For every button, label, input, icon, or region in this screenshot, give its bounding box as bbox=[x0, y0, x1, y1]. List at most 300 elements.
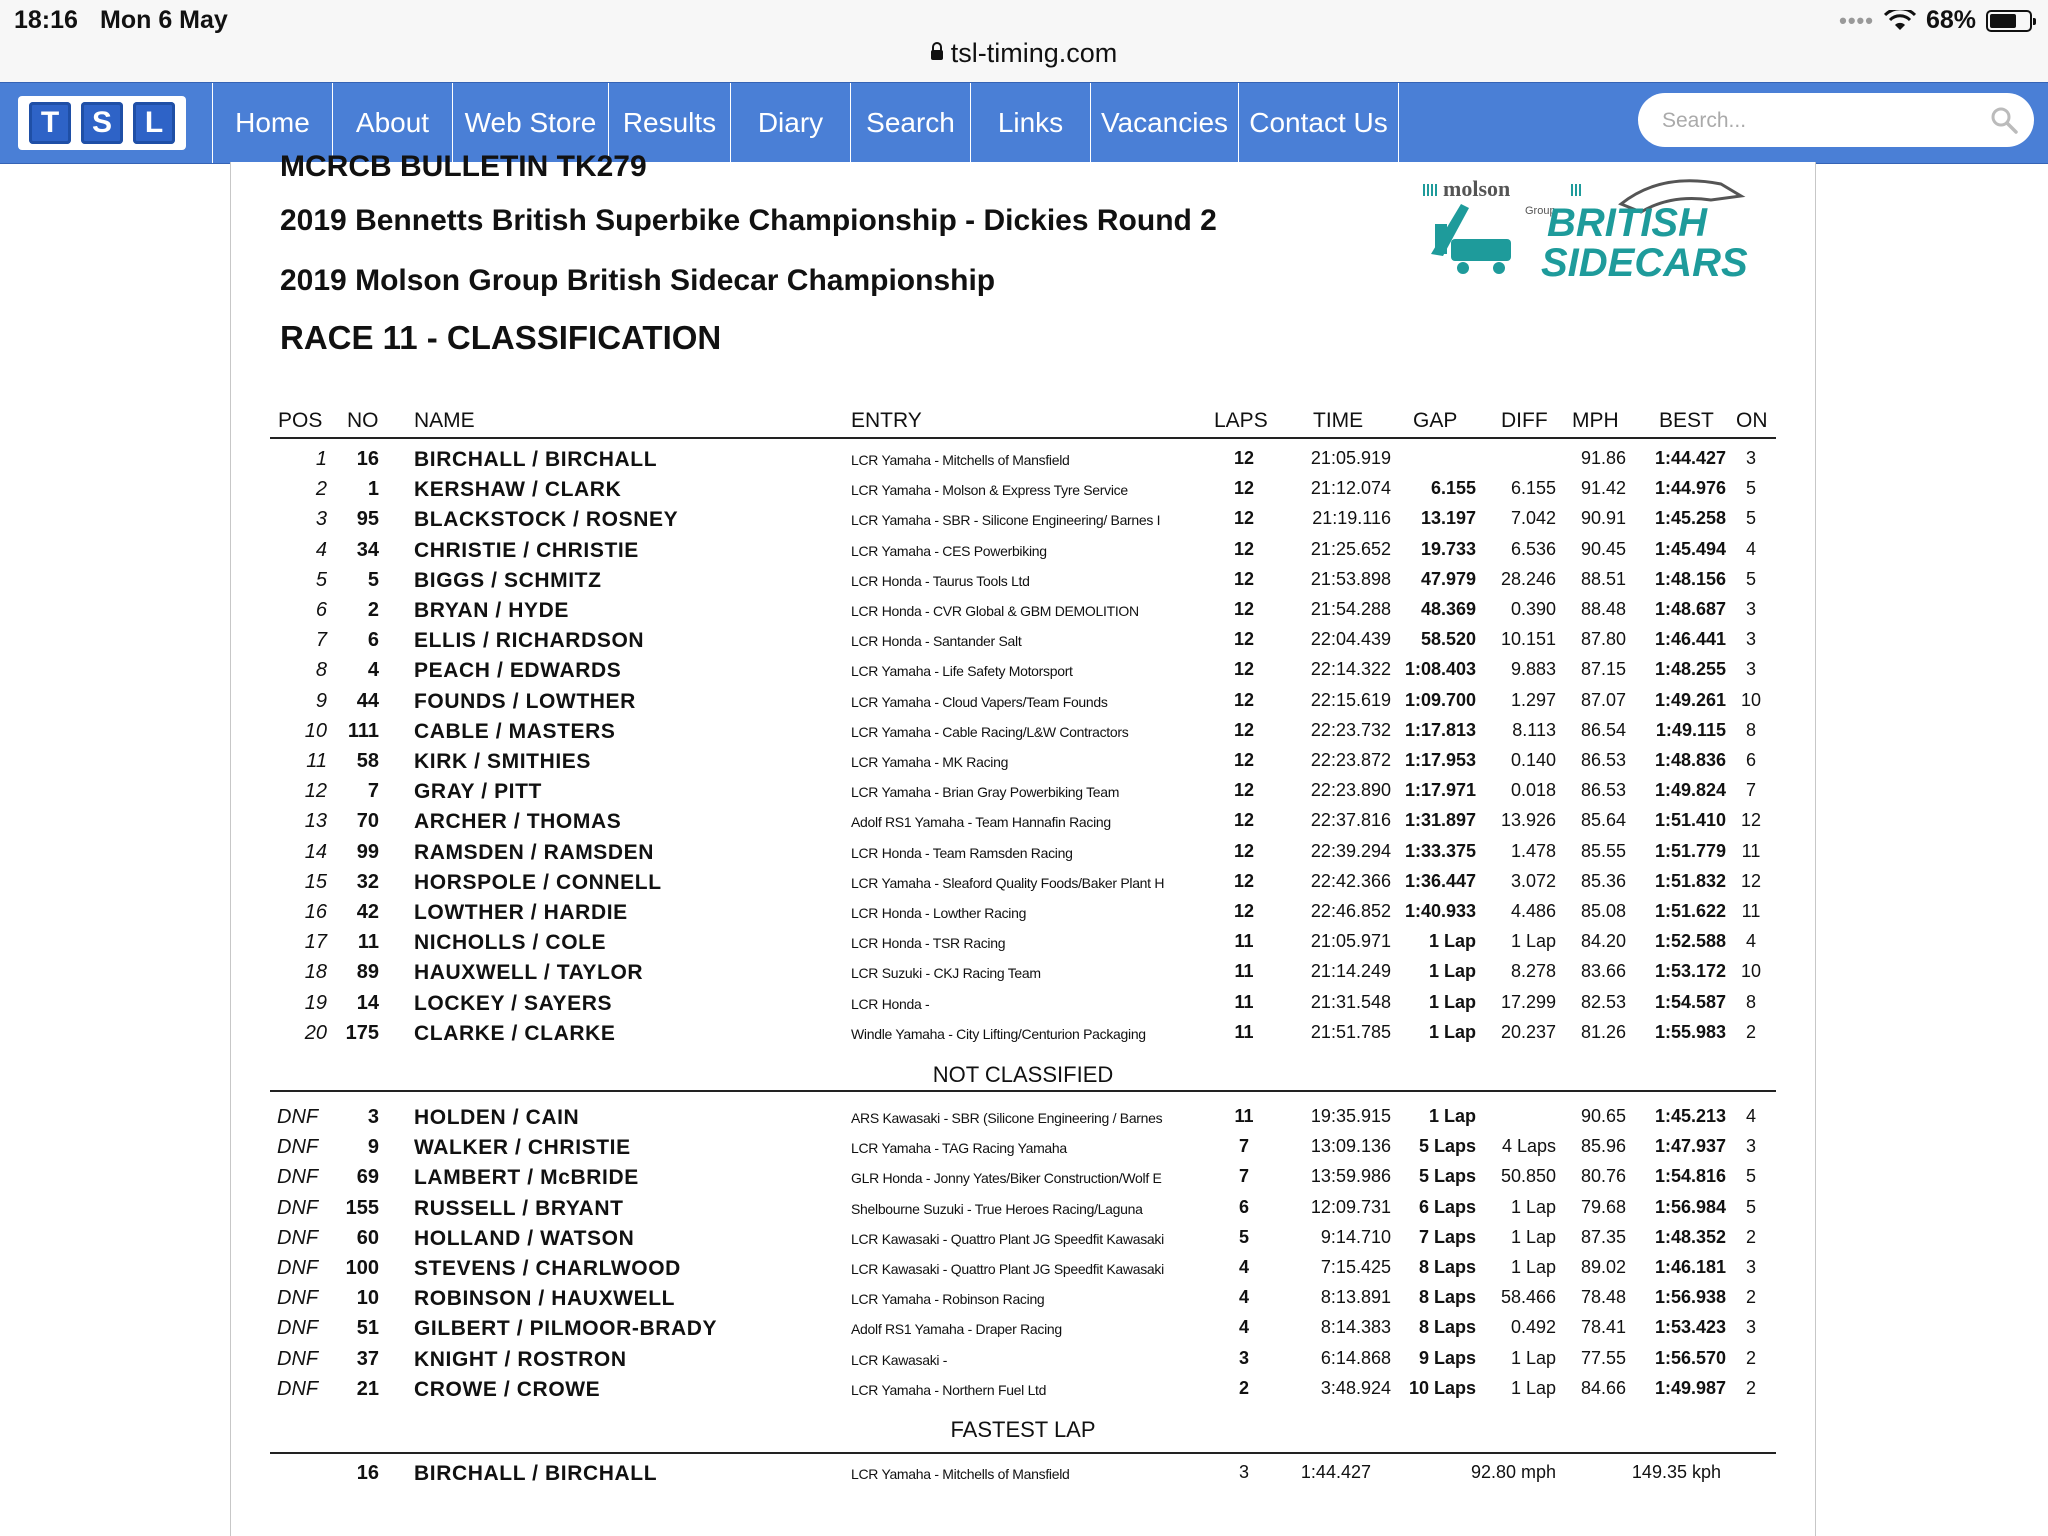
row-on: 4 bbox=[1745, 538, 1756, 559]
battery-icon bbox=[1986, 10, 2032, 32]
row-no: 100 bbox=[345, 1257, 379, 1279]
row-pos: DNF bbox=[277, 1106, 319, 1128]
table-row bbox=[231, 539, 1815, 569]
row-best: 1:51.779 bbox=[1654, 840, 1726, 861]
row-laps: 12 bbox=[1233, 901, 1255, 921]
row-mph: 87.15 bbox=[1580, 659, 1626, 680]
row-time: 22:46.852 bbox=[1310, 901, 1391, 921]
row-entry: LCR Yamaha - Brian Gray Powerbiking Team bbox=[851, 784, 1120, 801]
row-laps: 12 bbox=[1233, 780, 1255, 801]
row-on: 10 bbox=[1740, 961, 1762, 982]
row-laps: 12 bbox=[1233, 659, 1255, 680]
row-gap: 5 Laps bbox=[1418, 1166, 1476, 1187]
row-name: HOLLAND / WATSON bbox=[414, 1226, 635, 1250]
logo-molson-text: molson bbox=[1443, 176, 1511, 201]
logo-letter-l: L bbox=[133, 102, 175, 144]
col-header-time: TIME bbox=[1313, 409, 1364, 432]
row-best: 1:46.441 bbox=[1654, 629, 1726, 650]
row-laps: 3 bbox=[1238, 1347, 1249, 1368]
row-on: 3 bbox=[1745, 448, 1756, 468]
nav-contact-us[interactable]: Contact Us bbox=[1239, 83, 1399, 163]
row-on: 5 bbox=[1745, 568, 1756, 589]
row-laps: 12 bbox=[1233, 810, 1255, 831]
table-row bbox=[231, 871, 1815, 901]
header-rule bbox=[270, 437, 1776, 439]
nav-vacancies[interactable]: Vacancies bbox=[1091, 83, 1239, 163]
col-header-diff: DIFF bbox=[1501, 409, 1548, 432]
row-gap: 1 Lap bbox=[1428, 1021, 1476, 1042]
row-mph: 90.91 bbox=[1580, 508, 1626, 529]
row-laps: 12 bbox=[1233, 508, 1255, 529]
battery-percent: 68% bbox=[1925, 6, 1976, 34]
row-pos: 16 bbox=[304, 901, 327, 923]
table-row bbox=[231, 1378, 1815, 1408]
row-best: 1:53.423 bbox=[1654, 1317, 1726, 1338]
row-mph: 90.65 bbox=[1580, 1106, 1626, 1126]
row-pos: 17 bbox=[304, 931, 327, 954]
row-name: LOCKEY / SAYERS bbox=[414, 991, 613, 1015]
row-name: GRAY / PITT bbox=[414, 780, 542, 804]
col-header-best: BEST bbox=[1659, 409, 1714, 432]
table-row bbox=[231, 1317, 1815, 1347]
status-time: 18:16 bbox=[14, 6, 78, 34]
row-no: 58 bbox=[356, 750, 379, 772]
british-sidecars-logo bbox=[1421, 164, 1771, 289]
row-name: KIRK / SMITHIES bbox=[414, 750, 592, 773]
row-time: 22:23.890 bbox=[1310, 780, 1391, 801]
row-no: 3 bbox=[367, 1106, 379, 1128]
row-on: 3 bbox=[1745, 659, 1756, 680]
row-mph: 85.64 bbox=[1580, 810, 1626, 831]
row-gap: 1:33.375 bbox=[1404, 840, 1476, 861]
row-mph: 87.35 bbox=[1580, 1226, 1626, 1247]
row-time: 9:14.710 bbox=[1320, 1226, 1391, 1247]
col-header-name: NAME bbox=[414, 409, 475, 432]
row-no: 5 bbox=[367, 568, 379, 591]
row-time: 21:14.249 bbox=[1310, 961, 1391, 982]
row-pos: 4 bbox=[315, 538, 327, 561]
search-input[interactable] bbox=[1660, 93, 1974, 149]
row-entry: LCR Kawasaki - Quattro Plant JG Speedfit Kawasaki bbox=[851, 1230, 1164, 1247]
row-time: 21:12.074 bbox=[1310, 478, 1391, 499]
row-diff: 28.246 bbox=[1500, 568, 1556, 589]
row-pos: 11 bbox=[306, 750, 327, 772]
fastest-lap-time: 1:44.427 bbox=[1300, 1462, 1371, 1482]
row-mph: 91.42 bbox=[1580, 478, 1626, 499]
row-entry: LCR Yamaha - TAG Racing Yamaha bbox=[851, 1140, 1067, 1157]
row-name: ARCHER / THOMAS bbox=[414, 810, 622, 834]
row-time: 21:53.898 bbox=[1310, 568, 1391, 589]
row-entry: Adolf RS1 Yamaha - Team Hannafin Racing bbox=[851, 814, 1111, 831]
row-on: 12 bbox=[1740, 810, 1762, 831]
table-row bbox=[231, 629, 1815, 659]
col-header-pos: POS bbox=[278, 409, 323, 432]
row-name: CHRISTIE / CHRISTIE bbox=[414, 538, 639, 562]
row-entry: LCR Honda - CVR Global & GBM DEMOLITION bbox=[851, 603, 1139, 619]
row-pos: 3 bbox=[315, 508, 327, 531]
row-best: 1:54.587 bbox=[1654, 991, 1726, 1012]
table-row bbox=[231, 569, 1815, 599]
row-gap: 8 Laps bbox=[1418, 1317, 1476, 1338]
row-gap: 8 Laps bbox=[1418, 1257, 1476, 1277]
logo-sidecars-text: SIDECARS bbox=[1541, 241, 1748, 285]
row-diff: 8.113 bbox=[1512, 719, 1556, 740]
nav-links[interactable]: Links bbox=[971, 83, 1091, 163]
row-no: 10 bbox=[356, 1287, 379, 1310]
row-name: BRYAN / HYDE bbox=[414, 599, 570, 622]
row-name: CLARKE / CLARKE bbox=[414, 1021, 616, 1045]
row-pos: 14 bbox=[304, 840, 327, 863]
row-mph: 87.07 bbox=[1580, 689, 1626, 710]
row-pos: DNF bbox=[277, 1136, 319, 1159]
table-row bbox=[231, 841, 1815, 871]
row-diff: 1 Lap bbox=[1510, 1196, 1556, 1217]
row-laps: 12 bbox=[1233, 448, 1255, 468]
status-bar bbox=[0, 0, 2048, 82]
row-best: 1:51.410 bbox=[1654, 810, 1726, 831]
row-diff: 1.478 bbox=[1510, 840, 1556, 861]
row-time: 22:37.816 bbox=[1310, 810, 1391, 831]
row-entry: Shelbourne Suzuki - True Heroes Racing/Laguna bbox=[851, 1200, 1143, 1217]
row-mph: 78.41 bbox=[1580, 1317, 1626, 1338]
row-no: 44 bbox=[356, 689, 379, 712]
row-diff: 1.297 bbox=[1510, 689, 1556, 710]
row-diff: 7.042 bbox=[1510, 508, 1556, 529]
row-entry: LCR Honda - bbox=[851, 995, 930, 1012]
row-no: 111 bbox=[347, 719, 379, 742]
row-entry: ARS Kawasaki - SBR (Silicone Engineering / Barnes bbox=[851, 1110, 1163, 1126]
row-pos: 9 bbox=[315, 689, 327, 712]
row-best: 1:54.816 bbox=[1654, 1166, 1726, 1187]
row-entry: LCR Kawasaki - bbox=[851, 1351, 948, 1368]
row-name: HOLDEN / CAIN bbox=[414, 1106, 580, 1129]
search-box bbox=[1638, 93, 2034, 147]
row-no: 69 bbox=[356, 1166, 379, 1189]
row-mph: 89.02 bbox=[1580, 1257, 1626, 1277]
row-gap: 1:40.933 bbox=[1404, 901, 1476, 921]
row-name: BIGGS / SCHMITZ bbox=[414, 568, 602, 592]
row-best: 1:49.824 bbox=[1654, 780, 1726, 801]
row-name: RAMSDEN / RAMSDEN bbox=[414, 840, 655, 864]
row-name: CABLE / MASTERS bbox=[414, 719, 616, 743]
table-row bbox=[231, 1106, 1815, 1136]
row-name: RUSSELL / BRYANT bbox=[414, 1196, 624, 1220]
row-laps: 12 bbox=[1233, 478, 1255, 499]
row-name: KERSHAW / CLARK bbox=[414, 478, 622, 502]
row-gap: 1:36.447 bbox=[1404, 870, 1476, 891]
row-mph: 77.55 bbox=[1580, 1347, 1626, 1368]
row-no: 155 bbox=[345, 1196, 379, 1219]
row-pos: 7 bbox=[315, 629, 327, 652]
row-no: 34 bbox=[356, 538, 379, 561]
row-no: 9 bbox=[367, 1136, 379, 1159]
row-gap: 1:31.897 bbox=[1404, 810, 1476, 831]
row-diff: 1 Lap bbox=[1510, 1347, 1556, 1368]
table-row bbox=[231, 478, 1815, 508]
results-document bbox=[230, 150, 1816, 1536]
fastest-lap-entry: LCR Yamaha - Mitchells of Mansfield bbox=[851, 1466, 1070, 1482]
row-on: 11 bbox=[1741, 840, 1761, 861]
row-no: 60 bbox=[356, 1226, 379, 1249]
row-laps: 7 bbox=[1238, 1136, 1249, 1157]
row-gap: 1 Lap bbox=[1428, 961, 1476, 982]
row-best: 1:48.156 bbox=[1654, 568, 1726, 589]
nav-diary[interactable]: Diary bbox=[731, 83, 851, 163]
row-name: HAUXWELL / TAYLOR bbox=[414, 961, 644, 985]
row-laps: 12 bbox=[1233, 538, 1255, 559]
row-gap: 47.979 bbox=[1420, 568, 1476, 589]
row-best: 1:55.983 bbox=[1654, 1021, 1726, 1042]
row-mph: 87.80 bbox=[1580, 629, 1626, 650]
row-laps: 11 bbox=[1234, 931, 1254, 952]
search-icon[interactable] bbox=[1990, 106, 2018, 134]
table-row bbox=[231, 690, 1815, 720]
row-name: NICHOLLS / COLE bbox=[414, 931, 607, 955]
fastest-lap-lap: 3 bbox=[1238, 1462, 1249, 1482]
row-no: 89 bbox=[356, 961, 379, 984]
row-name: ELLIS / RICHARDSON bbox=[414, 629, 645, 653]
row-time: 22:14.322 bbox=[1310, 659, 1391, 680]
table-row bbox=[231, 599, 1815, 629]
fastest-lap-kph: 149.35 kph bbox=[1631, 1462, 1721, 1482]
row-gap: 58.520 bbox=[1420, 629, 1476, 650]
row-time: 13:09.136 bbox=[1310, 1136, 1391, 1157]
row-name: BIRCHALL / BIRCHALL bbox=[414, 448, 658, 471]
sidecar-championship-title: 2019 Molson Group British Sidecar Championship bbox=[280, 264, 996, 297]
table-row bbox=[231, 1197, 1815, 1227]
row-time: 19:35.915 bbox=[1310, 1106, 1391, 1126]
row-time: 22:39.294 bbox=[1310, 840, 1391, 861]
row-best: 1:56.570 bbox=[1654, 1347, 1726, 1368]
not-classified-rule bbox=[270, 1090, 1776, 1092]
row-laps: 12 bbox=[1233, 689, 1255, 710]
row-entry: LCR Yamaha - Northern Fuel Ltd bbox=[851, 1381, 1047, 1398]
row-entry: LCR Honda - Taurus Tools Ltd bbox=[851, 572, 1030, 589]
row-no: 70 bbox=[356, 810, 379, 833]
row-best: 1:51.622 bbox=[1654, 901, 1726, 921]
row-best: 1:45.213 bbox=[1654, 1106, 1726, 1126]
nav-search[interactable]: Search bbox=[851, 83, 971, 163]
row-diff: 0.140 bbox=[1510, 750, 1556, 770]
row-on: 8 bbox=[1745, 719, 1756, 740]
row-pos: 6 bbox=[315, 599, 327, 621]
table-row bbox=[231, 720, 1815, 750]
url-text: tsl-timing.com bbox=[950, 38, 1118, 68]
row-time: 22:23.732 bbox=[1310, 719, 1391, 740]
col-header-on: ON bbox=[1736, 409, 1768, 432]
row-time: 22:23.872 bbox=[1310, 750, 1391, 770]
table-row bbox=[231, 1022, 1815, 1052]
row-mph: 86.54 bbox=[1580, 719, 1626, 740]
row-on: 12 bbox=[1740, 870, 1762, 891]
row-gap: 1 Lap bbox=[1428, 1106, 1476, 1126]
row-entry: LCR Honda - Santander Salt bbox=[851, 633, 1022, 650]
row-time: 21:31.548 bbox=[1310, 991, 1391, 1012]
row-diff: 0.492 bbox=[1510, 1317, 1556, 1338]
row-laps: 4 bbox=[1238, 1287, 1249, 1308]
row-best: 1:44.427 bbox=[1654, 448, 1726, 468]
row-mph: 82.53 bbox=[1580, 991, 1626, 1012]
row-no: 95 bbox=[356, 508, 379, 531]
row-diff: 17.299 bbox=[1500, 991, 1556, 1012]
row-best: 1:49.987 bbox=[1654, 1377, 1726, 1398]
row-time: 21:51.785 bbox=[1310, 1021, 1391, 1042]
row-name: PEACH / EDWARDS bbox=[414, 659, 622, 683]
row-entry: LCR Kawasaki - Quattro Plant JG Speedfit Kawasaki bbox=[851, 1261, 1164, 1277]
row-time: 21:19.116 bbox=[1312, 508, 1391, 529]
signal-dots-icon: •••• bbox=[1839, 7, 1874, 33]
row-pos: DNF bbox=[277, 1377, 319, 1400]
row-best: 1:44.976 bbox=[1654, 478, 1726, 499]
row-no: 7 bbox=[367, 780, 379, 803]
row-gap: 1:08.403 bbox=[1404, 659, 1476, 680]
nav-about[interactable]: About bbox=[333, 83, 453, 163]
row-name: BLACKSTOCK / ROSNEY bbox=[414, 508, 679, 532]
row-diff: 3.072 bbox=[1510, 870, 1556, 891]
row-gap: 9 Laps bbox=[1418, 1347, 1476, 1368]
row-name: FOUNDS / LOWTHER bbox=[414, 689, 636, 713]
row-pos: 15 bbox=[304, 870, 327, 893]
logo-group-text: Group bbox=[1525, 205, 1556, 217]
row-pos: 1 bbox=[315, 448, 327, 470]
row-mph: 85.08 bbox=[1580, 901, 1626, 921]
row-mph: 81.26 bbox=[1580, 1021, 1626, 1042]
row-name: LOWTHER / HARDIE bbox=[414, 901, 628, 924]
table-row bbox=[231, 750, 1815, 780]
row-pos: 12 bbox=[304, 780, 327, 803]
row-on: 5 bbox=[1745, 478, 1756, 499]
row-time: 12:09.731 bbox=[1310, 1196, 1391, 1217]
row-laps: 2 bbox=[1238, 1377, 1249, 1398]
row-best: 1:56.938 bbox=[1654, 1287, 1726, 1308]
row-mph: 78.48 bbox=[1580, 1287, 1626, 1308]
row-time: 7:15.425 bbox=[1320, 1257, 1391, 1277]
row-diff: 1 Lap bbox=[1510, 1377, 1556, 1398]
row-gap: 5 Laps bbox=[1418, 1136, 1476, 1157]
table-row bbox=[231, 659, 1815, 689]
row-pos: 2 bbox=[315, 478, 327, 501]
row-entry: LCR Yamaha - Cloud Vapers/Team Founds bbox=[851, 693, 1108, 710]
col-header-laps: LAPS bbox=[1214, 409, 1268, 432]
row-entry: Windle Yamaha - City Lifting/Centurion Packaging bbox=[851, 1025, 1146, 1042]
row-time: 13:59.986 bbox=[1310, 1166, 1391, 1187]
row-gap: 8 Laps bbox=[1418, 1287, 1476, 1308]
row-best: 1:49.261 bbox=[1654, 689, 1726, 710]
row-on: 2 bbox=[1745, 1377, 1756, 1398]
nav-web-store[interactable]: Web Store bbox=[453, 83, 609, 163]
row-best: 1:56.984 bbox=[1654, 1196, 1726, 1217]
row-time: 22:15.619 bbox=[1310, 689, 1391, 710]
row-entry: LCR Yamaha - Cable Racing/L&W Contractors bbox=[851, 723, 1129, 740]
row-on: 5 bbox=[1745, 1166, 1756, 1187]
row-on: 2 bbox=[1745, 1226, 1756, 1247]
row-on: 6 bbox=[1745, 750, 1756, 770]
row-best: 1:48.255 bbox=[1654, 659, 1726, 680]
row-mph: 83.66 bbox=[1580, 961, 1626, 982]
row-no: 1 bbox=[367, 478, 379, 501]
row-pos: 10 bbox=[304, 719, 327, 742]
row-laps: 11 bbox=[1234, 1106, 1254, 1126]
table-row bbox=[231, 448, 1815, 478]
row-gap: 1:09.700 bbox=[1404, 689, 1476, 710]
row-laps: 11 bbox=[1234, 1021, 1254, 1042]
row-best: 1:48.836 bbox=[1654, 750, 1726, 770]
not-classified-title: NOT CLASSIFIED bbox=[932, 1062, 1114, 1087]
row-name: LAMBERT / McBRIDE bbox=[414, 1166, 639, 1190]
row-laps: 12 bbox=[1233, 870, 1255, 891]
row-time: 21:05.971 bbox=[1310, 931, 1391, 952]
row-on: 4 bbox=[1745, 1106, 1756, 1126]
row-laps: 5 bbox=[1238, 1226, 1249, 1247]
row-best: 1:51.832 bbox=[1654, 870, 1726, 891]
row-entry: LCR Yamaha - Molson & Express Tyre Service bbox=[851, 482, 1128, 499]
row-no: 42 bbox=[356, 901, 379, 923]
row-pos: 20 bbox=[304, 1021, 327, 1044]
row-entry: LCR Honda - Lowther Racing bbox=[851, 905, 1027, 921]
row-pos: DNF bbox=[277, 1347, 319, 1370]
row-on: 2 bbox=[1745, 1287, 1756, 1308]
row-no: 2 bbox=[367, 599, 379, 621]
row-mph: 80.76 bbox=[1580, 1166, 1626, 1187]
address-bar[interactable] bbox=[0, 38, 2048, 69]
row-pos: 18 bbox=[304, 961, 327, 984]
row-time: 22:42.366 bbox=[1310, 870, 1391, 891]
bulletin-title: MCRCB BULLETIN TK279 bbox=[280, 150, 647, 183]
row-pos: 5 bbox=[315, 568, 327, 591]
row-entry: LCR Honda - TSR Racing bbox=[851, 935, 1006, 952]
row-pos: DNF bbox=[277, 1196, 319, 1219]
table-row bbox=[231, 1287, 1815, 1317]
nav-results[interactable]: Results bbox=[609, 83, 731, 163]
row-mph: 91.86 bbox=[1580, 448, 1626, 468]
row-entry: LCR Yamaha - CES Powerbiking bbox=[851, 542, 1047, 559]
row-best: 1:48.352 bbox=[1654, 1226, 1726, 1247]
row-mph: 84.20 bbox=[1580, 931, 1626, 952]
row-laps: 7 bbox=[1238, 1166, 1249, 1187]
row-gap: 1:17.953 bbox=[1404, 750, 1476, 770]
row-laps: 11 bbox=[1234, 961, 1254, 982]
row-gap: 7 Laps bbox=[1418, 1226, 1476, 1247]
col-header-entry: ENTRY bbox=[851, 409, 922, 432]
row-time: 22:04.439 bbox=[1310, 629, 1391, 650]
status-date: Mon 6 May bbox=[100, 6, 228, 34]
row-mph: 88.51 bbox=[1580, 568, 1626, 589]
row-diff: 9.883 bbox=[1510, 659, 1556, 680]
row-pos: DNF bbox=[277, 1166, 319, 1189]
row-entry: LCR Yamaha - Robinson Racing bbox=[851, 1291, 1045, 1308]
row-mph: 85.55 bbox=[1580, 840, 1626, 861]
row-pos: DNF bbox=[277, 1226, 319, 1249]
row-best: 1:49.115 bbox=[1655, 719, 1726, 740]
row-gap: 1 Lap bbox=[1428, 931, 1476, 952]
nav-home[interactable]: Home bbox=[213, 83, 333, 163]
row-gap: 10 Laps bbox=[1408, 1377, 1476, 1398]
logo-letter-t: T bbox=[29, 102, 71, 144]
table-row bbox=[231, 508, 1815, 538]
logo-british-text: BRITISH bbox=[1547, 201, 1707, 245]
row-diff: 6.536 bbox=[1510, 538, 1556, 559]
row-no: 4 bbox=[367, 659, 379, 682]
row-diff: 13.926 bbox=[1500, 810, 1556, 831]
row-mph: 88.48 bbox=[1580, 599, 1626, 619]
row-time: 8:14.383 bbox=[1320, 1317, 1391, 1338]
row-no: 99 bbox=[356, 840, 379, 863]
row-no: 37 bbox=[356, 1347, 379, 1370]
table-row bbox=[231, 1136, 1815, 1166]
row-time: 21:54.288 bbox=[1310, 599, 1391, 619]
tsl-logo[interactable] bbox=[18, 96, 186, 150]
row-no: 14 bbox=[356, 991, 379, 1014]
